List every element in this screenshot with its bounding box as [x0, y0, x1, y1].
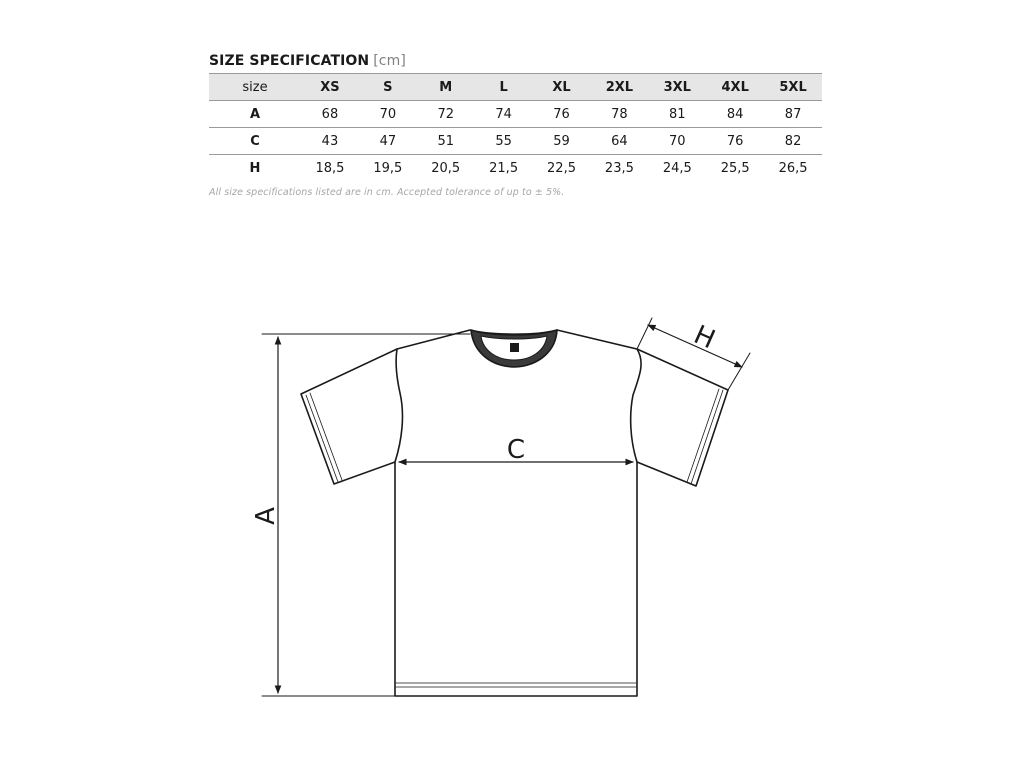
table-cell: 20,5: [431, 160, 461, 176]
table-cell: 51: [437, 133, 454, 149]
dimension-a: [262, 334, 470, 696]
row-label: H: [249, 160, 261, 176]
table-cell: 68: [321, 106, 339, 122]
header-size-label: size: [242, 79, 268, 95]
dimension-a-label: A: [251, 507, 281, 525]
tshirt-left-sleeve: [301, 349, 397, 484]
hem-stitch: [396, 683, 636, 687]
table-cell: 82: [784, 133, 802, 149]
table-cell: 81: [669, 106, 686, 122]
header-size: 2XL: [605, 79, 634, 95]
header-size: XL: [552, 79, 571, 95]
table-cell: 78: [611, 106, 628, 122]
tshirt-right-sleeve: [637, 349, 728, 486]
table-cell: 70: [379, 106, 397, 122]
spec-unit: [cm]: [373, 53, 406, 69]
table-cell: 64: [611, 133, 628, 149]
table-cell: 26,5: [778, 160, 808, 176]
header-size: L: [499, 79, 508, 95]
neck-label: [510, 343, 519, 352]
table-cell: 59: [553, 133, 570, 149]
table-cell: 21,5: [489, 160, 519, 176]
table-cell: 43: [321, 133, 339, 149]
right-sleeve-hem-stitch: [687, 389, 723, 484]
table-cell: 84: [726, 106, 744, 122]
table-cell: 74: [495, 106, 512, 122]
header-size: XS: [320, 79, 340, 95]
table-cell: 55: [495, 133, 512, 149]
table-cell: 76: [726, 133, 744, 149]
table-cell: 23,5: [604, 160, 634, 176]
table-cell: 22,5: [547, 160, 576, 176]
tshirt-body-outline: [395, 330, 641, 696]
table-cell: 25,5: [720, 160, 750, 176]
dimension-h: [637, 318, 750, 390]
table-cell: 19,5: [373, 160, 403, 176]
left-sleeve-hem-stitch: [306, 393, 342, 482]
row-label: A: [249, 106, 261, 122]
dimension-c-label: C: [506, 435, 526, 465]
header-size: 5XL: [779, 79, 807, 95]
table-cell: 47: [379, 133, 397, 149]
table-cell: 18,5: [315, 160, 345, 176]
row-label: C: [250, 133, 260, 149]
dimension-h-label: H: [689, 320, 720, 356]
header-size: M: [439, 79, 453, 95]
table-cell: 70: [669, 133, 686, 149]
spec-title-text: SIZE SPECIFICATION: [209, 53, 370, 69]
header-size: 3XL: [663, 79, 691, 95]
header-size: S: [383, 79, 393, 95]
tolerance-footnote: All size specifications listed are in cm. Accepted tolerance of up to ± 5%.: [209, 187, 565, 198]
header-size: 4XL: [721, 79, 749, 95]
table-cell: 72: [437, 106, 454, 122]
table-cell: 24,5: [662, 160, 692, 176]
table-cell: 87: [784, 106, 802, 122]
table-cell: 76: [553, 106, 570, 122]
